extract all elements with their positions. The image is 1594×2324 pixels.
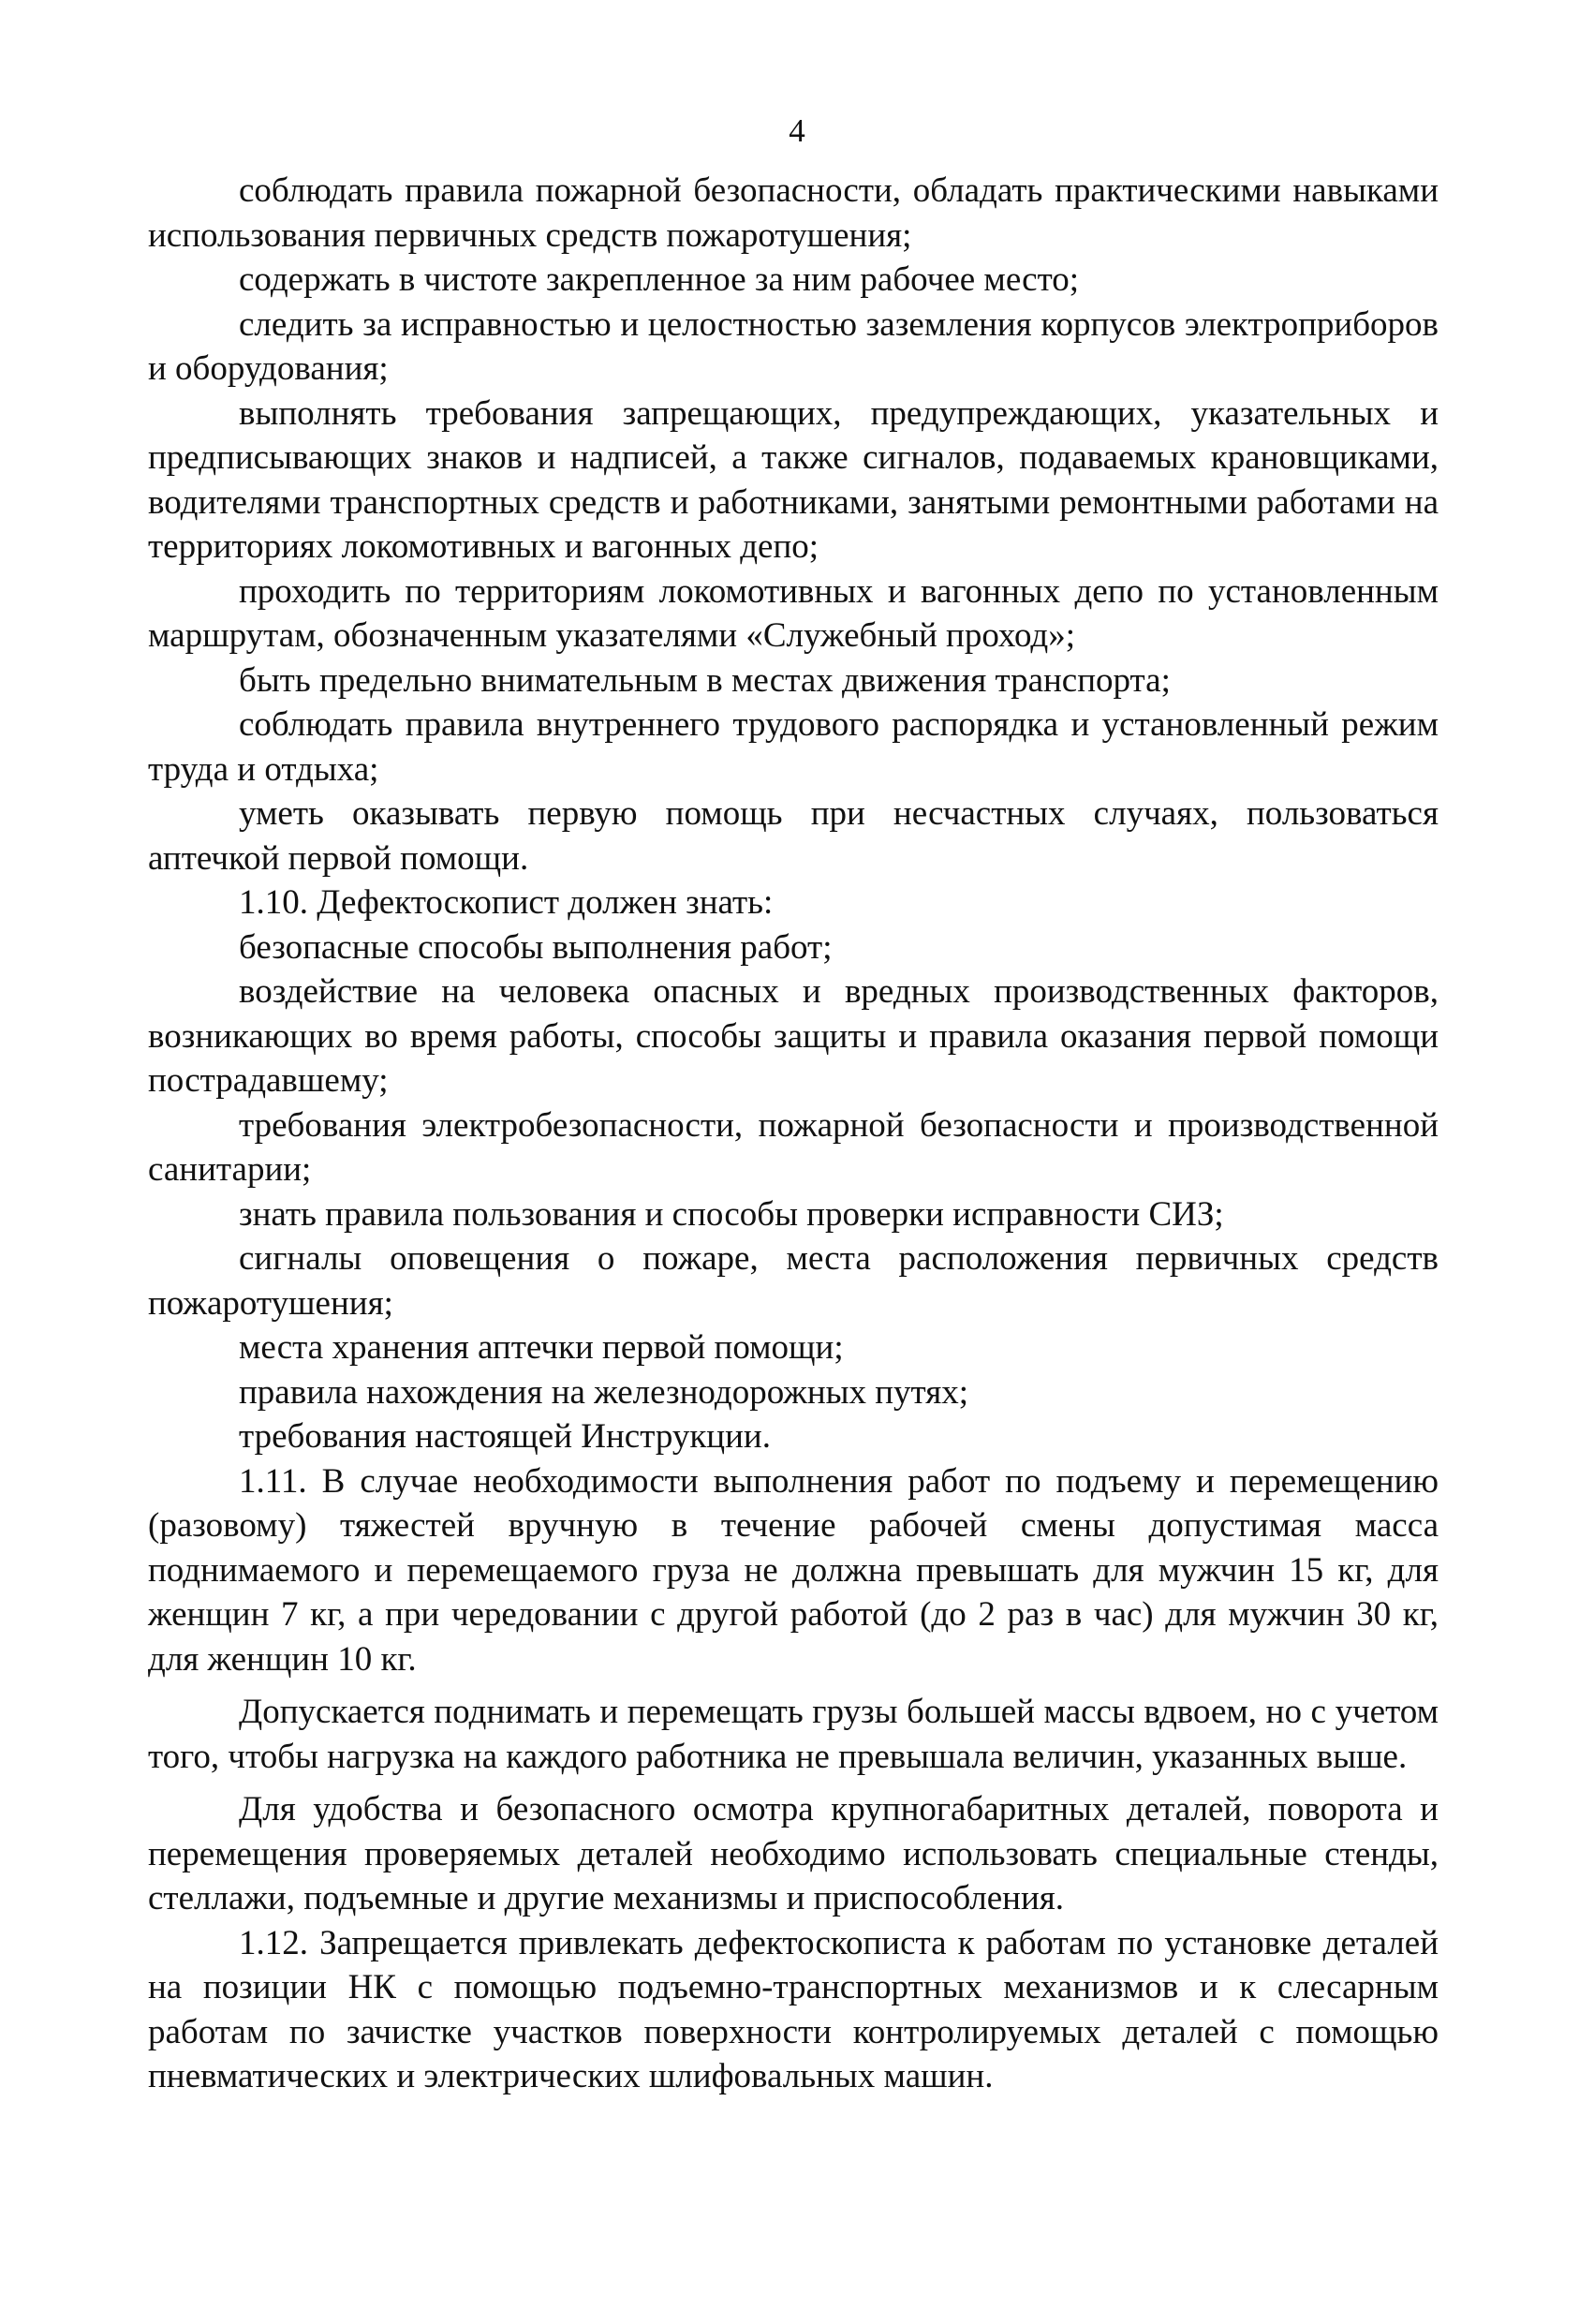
paragraph: требования электробезопасности, пожарной безопасности и производственной санитарии; <box>148 1105 1439 1189</box>
paragraph: соблюдать правила внутреннего трудового распорядка и установленный режим труда и отдыха; <box>148 705 1439 789</box>
paragraph: Допускается поднимать и перемещать грузы большей массы вдвоем, но с учетом того, чтобы нагрузка на каждого работника не превышала величин, указанных выше. <box>148 1693 1439 1776</box>
paragraph: следить за исправностью и целостностью заземления корпусов электроприборов и оборудования; <box>148 304 1439 388</box>
paragraph: проходить по территориям локомотивных и вагонных депо по установленным маршрутам, обозначенным указателями «Служебный проход»; <box>148 571 1439 655</box>
page-number: 4 <box>789 112 805 149</box>
paragraph: Для удобства и безопасного осмотра крупногабаритных деталей, поворота и перемещения проверяемых деталей необходимо использовать специальные стенды, стеллажи, подъемные и другие механизмы и приспособления. <box>148 1790 1439 1917</box>
paragraph: требования настоящей Инструкции. <box>239 1417 771 1456</box>
section-heading-1-10: 1.10. Дефектоскопист должен знать: <box>239 883 774 922</box>
section-1-11: 1.11. В случае необходимости выполнения работ по подъему и перемещению (разовому) тяжестей вручную в течение рабочей смены допустимая масса поднимаемого и перемещаемого груза не должна превышать для мужчин 15 кг, для женщин 7 кг, а при чередовании с другой работой (до 2 раз в час) для мужчин 30 кг, для женщин 10 кг. <box>148 1461 1439 1679</box>
paragraph: выполнять требования запрещающих, предупреждающих, указательных и предписывающих знаков и надписей, а также сигналов, подаваемых крановщиками, водителями транспортных средств и работниками, занятыми ремонтными работами на территориях локомотивных и вагонных депо; <box>148 393 1439 566</box>
document-body <box>148 169 1439 2099</box>
paragraph: уметь оказывать первую помощь при несчастных случаях, пользоваться аптечкой первой помощи. <box>148 794 1439 878</box>
paragraph: быть предельно внимательным в местах движения транспорта; <box>239 660 1171 700</box>
paragraph: безопасные способы выполнения работ; <box>239 927 833 967</box>
paragraph: воздействие на человека опасных и вредных производственных факторов, возникающих во время работы, способы защиты и правила оказания первой помощи пострадавшему; <box>148 972 1439 1100</box>
section-1-12: 1.12. Запрещается привлекать дефектоскописта к работам по установке деталей на позиции НК с помощью подъемно-транспортных механизмов и к слесарным работам по зачистке участков поверхности контролируемых деталей с помощью пневматических и электрических шлифовальных машин. <box>148 1923 1439 2095</box>
paragraph: содержать в чистоте закрепленное за ним рабочее место; <box>239 260 1080 299</box>
paragraph: соблюдать правила пожарной безопасности, обладать практическими навыками использования первичных средств пожаротушения; <box>148 171 1439 255</box>
paragraph: места хранения аптечки первой помощи; <box>239 1328 844 1367</box>
paragraph: сигналы оповещения о пожаре, места расположения первичных средств пожаротушения; <box>148 1239 1439 1323</box>
paragraph: знать правила пользования и способы проверки исправности СИЗ; <box>239 1194 1224 1234</box>
paragraph: правила нахождения на железнодорожных путях; <box>239 1372 969 1412</box>
